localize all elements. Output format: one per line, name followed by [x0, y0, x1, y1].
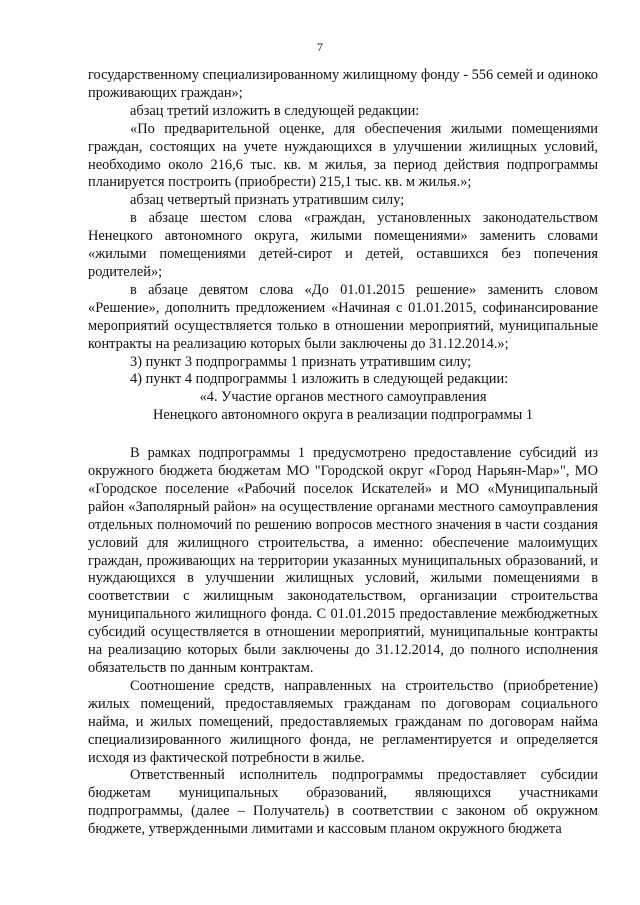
spacer	[88, 425, 598, 445]
paragraph: Соотношение средств, направленных на строительство (приобретение) жилых помещений, предоставляемых гражданам по договорам социального найма, и жилых помещений, предоставляемых гражданам по договорам найма специализированного жилищного фонда, не регламентируется и определяется исходя из фактической потребности в жилье.	[88, 677, 598, 766]
paragraph: абзац третий изложить в следующей редакции:	[130, 102, 420, 119]
paragraph: в абзаце девятом слова «До 01.01.2015 решение» заменить словом «Решение», дополнить предложением «Начиная с 01.01.2015, софинансирование мероприятий осуществляется только в отношении мероприятий, муниципальные контракты на реализацию которых были заключены до 31.12.2014.»;	[88, 281, 598, 352]
page-number: 7	[317, 40, 323, 54]
section-heading-line-2: Ненецкого автономного округа в реализации подпрограммы 1	[152, 407, 534, 424]
paragraph: в абзаце шестом слова «граждан, установленных законодательством Ненецкого автономного округа, жилыми помещениями» заменить словами «жилыми помещениями детей-сирот и детей, оставшихся без попечения родителей»;	[88, 210, 598, 280]
paragraph: «По предварительной оценке, для обеспечения жилыми помещениями граждан, состоящих на учете нуждающихся в улучшении жилищных условий, необходимо около 216,6 тыс. кв. м жилья, за период действия подпрограммы планируется построить (приобрести) 215,1 тыс. кв. м жилья.»;	[88, 120, 598, 191]
paragraph: 3) пункт 3 подпрограммы 1 признать утратившим силу;	[130, 353, 472, 370]
paragraph: 4) пункт 4 подпрограммы 1 изложить в следующей редакции:	[130, 371, 509, 388]
document-body	[88, 67, 598, 839]
section-heading-line-1: «4. Участие органов местного самоуправления	[199, 389, 487, 406]
paragraph: Ответственный исполнитель подпрограммы предоставляет субсидии бюджетам муниципальных образований, являющихся участниками подпрограммы, (далее – Получатель) в соответствии с законом об окружном бюджете, утвержденными лимитами и кассовым планом окружного бюджета	[88, 767, 598, 838]
paragraph: В рамках подпрограммы 1 предусмотрено предоставление субсидий из окружного бюджета бюджетам МО "Городской округ «Город Нарьян-Мар»", МО «Городское поселение «Рабочий поселок Искателей» и МО «Муниципальный район «Заполярный район» на осуществление органами местного самоуправления отдельных полномочий по решению вопросов местного значения в части создания условий для жилищного строительства, а именно: обеспечение малоимущих граждан, проживающих на территории указанных муниципальных образований, и нуждающихся в улучшении жилищных условий, жилыми помещениями в соответствии с жилищным законодательством, организации строительства муниципального жилищного фонда. С 01.01.2015 предоставление межбюджетных субсидий осуществляется в отношении мероприятий, муниципальные контракты на реализацию которых были заключены до 31.12.2014, до полного исполнения обязательств по данным контрактам.	[88, 445, 598, 676]
paragraph: абзац четвертый признать утратившим силу;	[130, 192, 405, 209]
paragraph: государственному специализированному жилищному фонду - 556 семей и одиноко проживающих граждан»;	[88, 67, 598, 101]
